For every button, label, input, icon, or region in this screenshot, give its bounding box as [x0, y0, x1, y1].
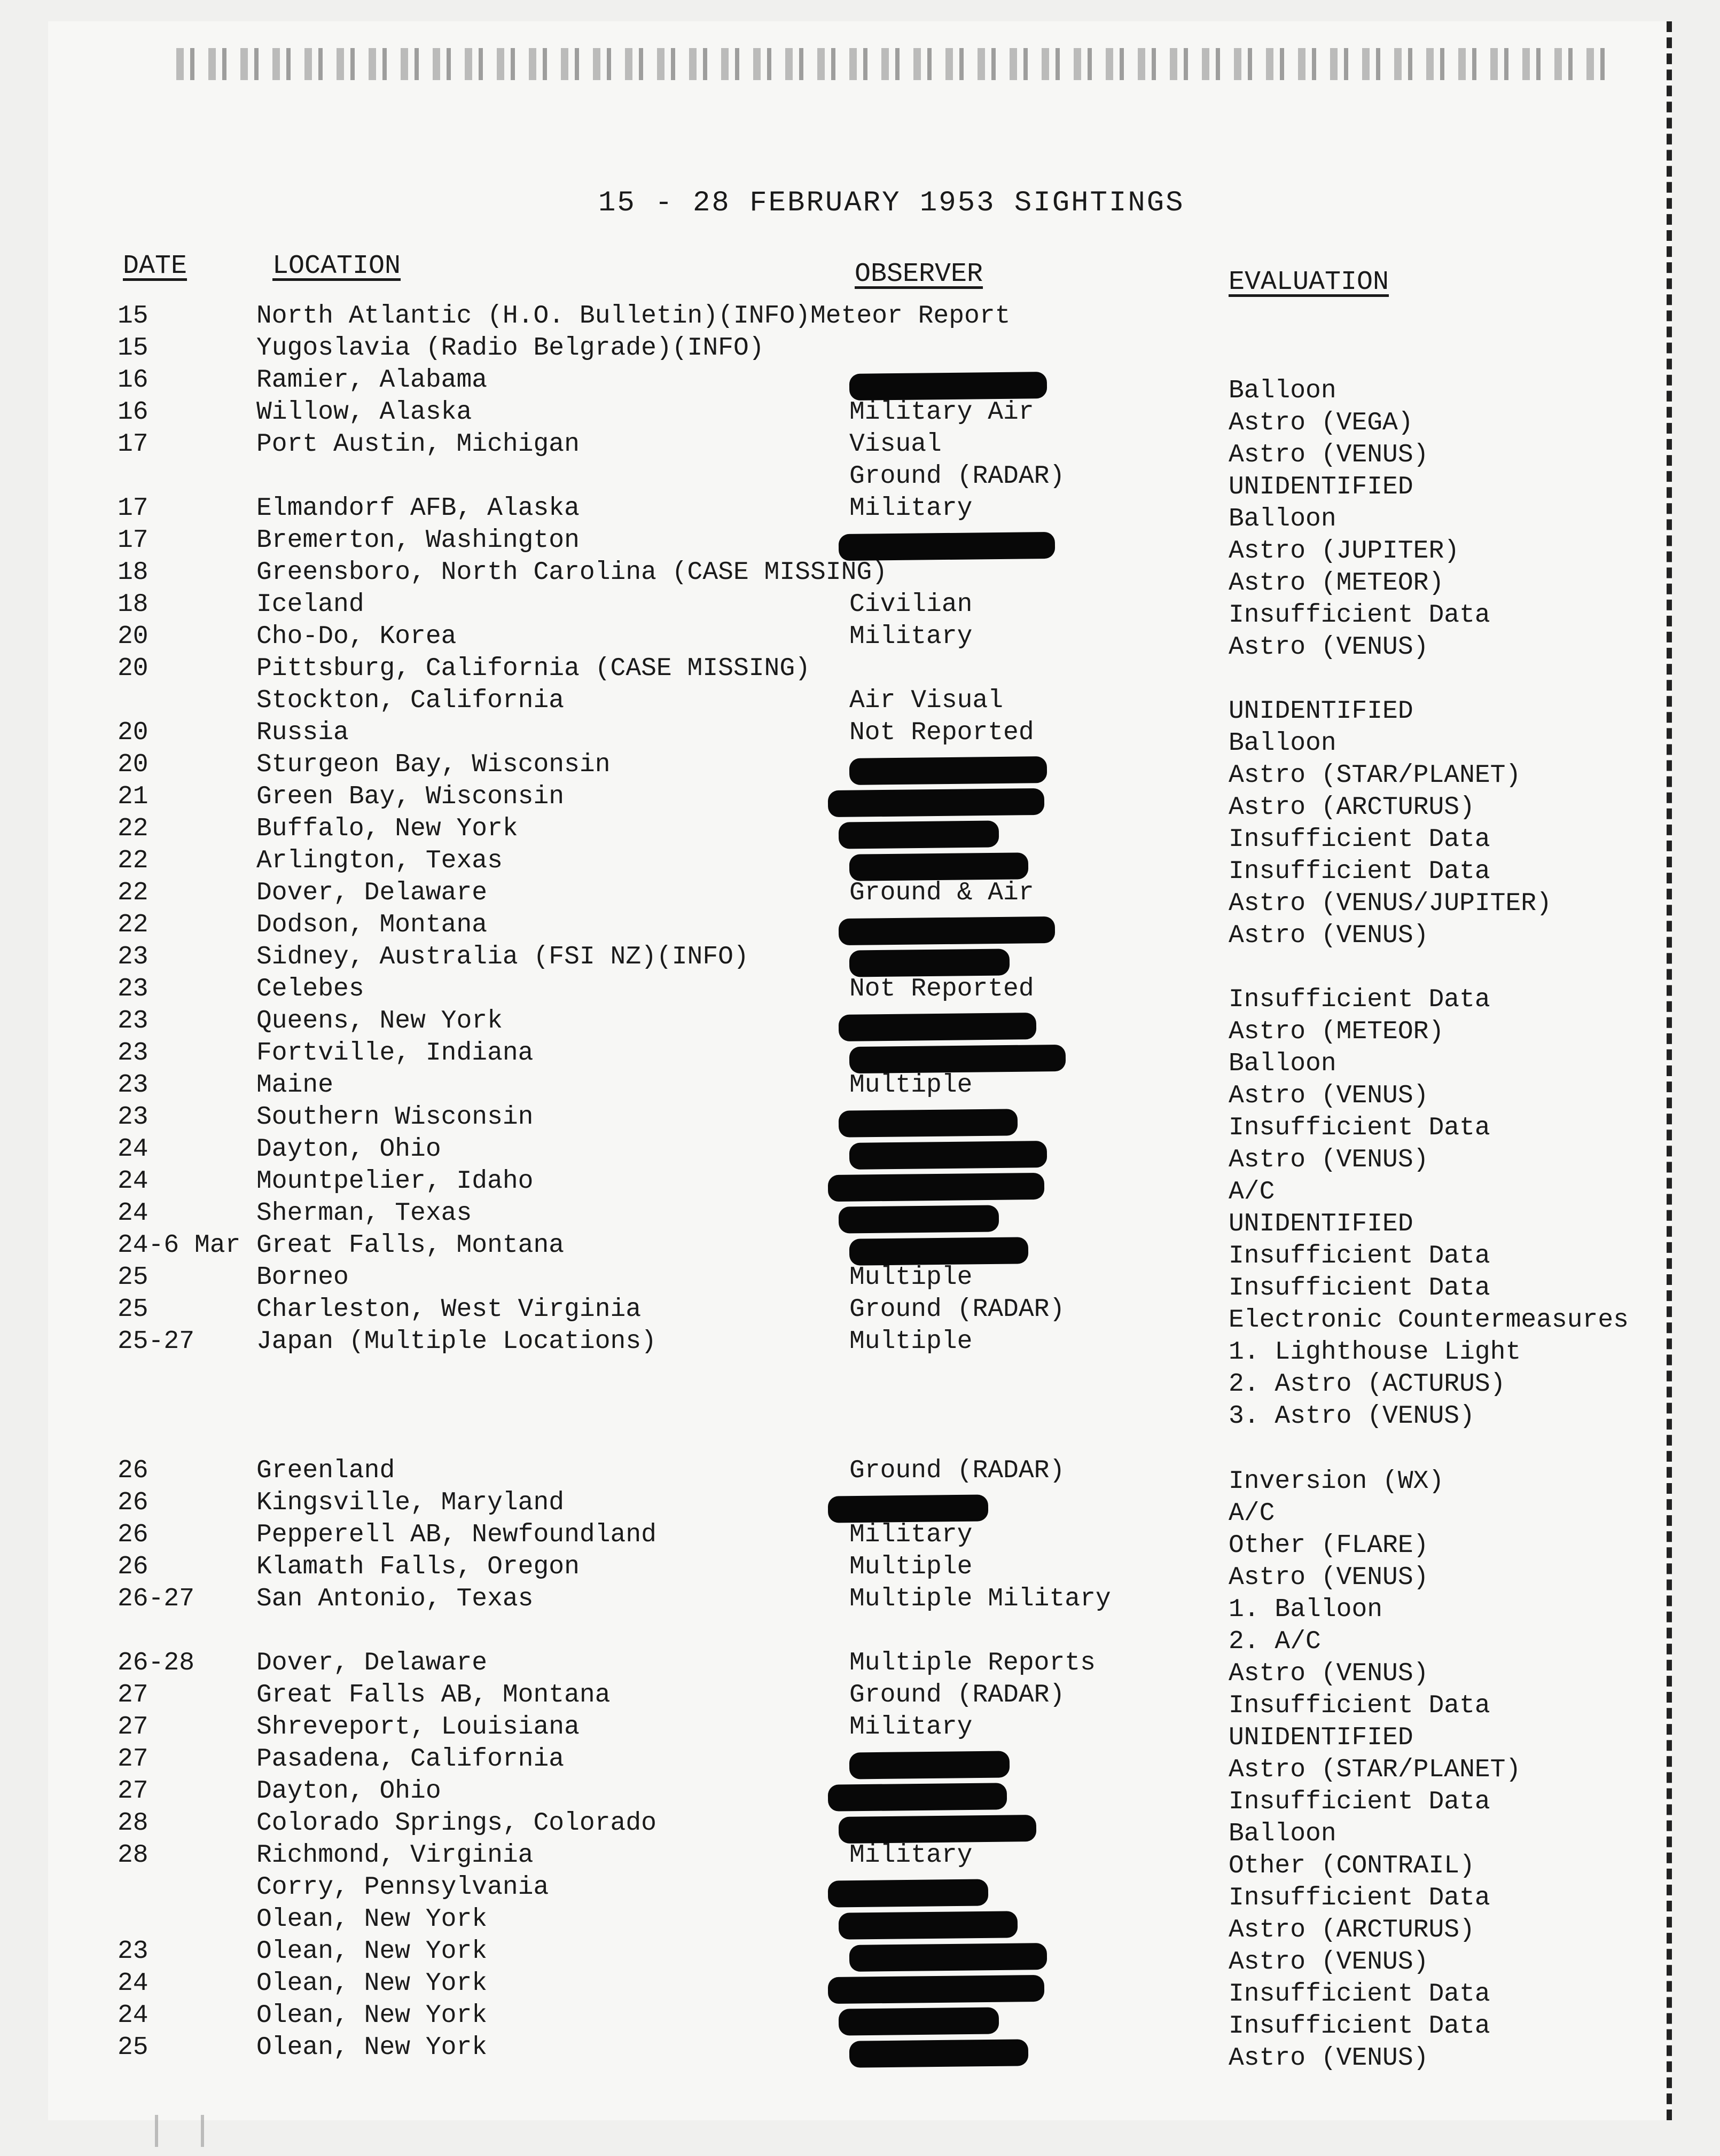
row-observer: Multiple: [849, 1327, 973, 1356]
row-location: Dover, Delaware: [256, 1649, 488, 1677]
row-location: Sherman, Texas: [256, 1199, 472, 1228]
row-location: Olean, New York: [256, 1969, 488, 1998]
row-evaluation: Astro (METEOR): [1229, 569, 1444, 598]
row-evaluation: Insufficient Data: [1229, 825, 1490, 854]
redaction-bar: [839, 1013, 1037, 1041]
row-location: Willow, Alaska: [256, 398, 472, 427]
header-observer: OBSERVER: [855, 259, 983, 289]
row-evaluation: Balloon: [1229, 505, 1336, 534]
redaction-bar: [849, 948, 1010, 977]
redaction-bar: [839, 820, 999, 849]
row-date: 18: [118, 558, 148, 587]
row-evaluation: 2. A/C: [1229, 1627, 1321, 1656]
row-date: 25: [118, 1263, 148, 1292]
row-date: 23: [118, 1937, 148, 1966]
row-location: Cho-Do, Korea: [256, 622, 457, 651]
row-evaluation: Astro (VENUS): [1229, 1948, 1429, 1977]
redaction-bar: [839, 1911, 1018, 1940]
row-location: Elmandorf AFB, Alaska: [256, 494, 580, 523]
margin-mark: [155, 2115, 204, 2147]
row-date: 23: [118, 943, 148, 971]
row-observer: Military: [849, 1713, 973, 1742]
row-evaluation: UNIDENTIFIED: [1229, 697, 1413, 726]
row-date: 25: [118, 1295, 148, 1324]
row-date: 20: [118, 622, 148, 651]
document-page: [48, 21, 1672, 2120]
row-location: Pasadena, California: [256, 1745, 565, 1774]
row-date: 23: [118, 1007, 148, 1036]
row-date: 15: [118, 334, 148, 363]
row-observer: Not Reported: [849, 718, 1034, 747]
row-date: 26: [118, 1520, 148, 1549]
row-location: Shreveport, Louisiana: [256, 1713, 580, 1742]
redaction-bar: [849, 1751, 1010, 1779]
row-date: 26-28: [118, 1649, 195, 1677]
row-evaluation: Astro (METEOR): [1229, 1017, 1444, 1046]
row-location: Fortville, Indiana: [256, 1039, 534, 1068]
row-observer: Military: [849, 1841, 973, 1870]
row-date: 20: [118, 750, 148, 779]
row-observer: Ground (RADAR): [849, 462, 1065, 491]
row-location: Sidney, Australia (FSI NZ)(INFO): [256, 943, 749, 971]
row-evaluation: Insufficient Data: [1229, 601, 1490, 630]
row-date: 24: [118, 1969, 148, 1998]
row-evaluation: Astro (STAR/PLANET): [1229, 1755, 1521, 1784]
row-observer: Military: [849, 622, 973, 651]
redaction-bar: [839, 2007, 999, 2035]
row-location: Kingsville, Maryland: [256, 1488, 565, 1517]
redaction-bar: [849, 2039, 1029, 2068]
redaction-bar: [828, 1783, 1007, 1812]
row-date: 22: [118, 814, 148, 843]
row-date: 24: [118, 1199, 148, 1228]
row-date: 24-6 Mar: [118, 1231, 241, 1260]
row-location: Greensboro, North Carolina (CASE MISSING): [256, 558, 887, 587]
redaction-bar: [828, 1494, 989, 1523]
row-evaluation: Astro (VENUS): [1229, 633, 1429, 662]
row-location: Green Bay, Wisconsin: [256, 782, 565, 811]
row-evaluation: Insufficient Data: [1229, 1787, 1490, 1816]
redaction-bar: [849, 1045, 1066, 1073]
row-location: Dayton, Ohio: [256, 1777, 441, 1806]
row-location: Stockton, California: [256, 686, 565, 715]
row-location: Dodson, Montana: [256, 911, 488, 939]
row-location: Russia: [256, 718, 349, 747]
row-date: 25-27: [118, 1327, 195, 1356]
row-date: 16: [118, 398, 148, 427]
row-date: 28: [118, 1841, 148, 1870]
row-location: Klamath Falls, Oregon: [256, 1553, 580, 1581]
row-date: 18: [118, 590, 148, 619]
row-evaluation: Astro (VENUS): [1229, 1563, 1429, 1592]
row-evaluation: Astro (VENUS): [1229, 2044, 1429, 2073]
row-location: Corry, Pennsylvania: [256, 1873, 549, 1902]
row-date: 20: [118, 718, 148, 747]
row-location: Olean, New York: [256, 1905, 488, 1934]
row-date: 23: [118, 1103, 148, 1132]
row-location: Great Falls AB, Montana: [256, 1681, 611, 1710]
redaction-bar: [828, 1173, 1045, 1202]
row-evaluation: A/C: [1229, 1499, 1275, 1528]
row-evaluation: 3. Astro (VENUS): [1229, 1402, 1475, 1431]
row-evaluation: Astro (VENUS): [1229, 1081, 1429, 1110]
row-date: 22: [118, 879, 148, 907]
row-evaluation: Astro (VENUS): [1229, 1146, 1429, 1174]
row-location: North Atlantic (H.O. Bulletin)(INFO)Meteor Report: [256, 302, 1011, 331]
row-date: 22: [118, 911, 148, 939]
row-date: 23: [118, 975, 148, 1003]
row-evaluation: Insufficient Data: [1229, 2012, 1490, 2041]
redaction-bar: [849, 372, 1047, 401]
row-observer: Military: [849, 1520, 973, 1549]
row-location: Celebes: [256, 975, 364, 1003]
row-location: Maine: [256, 1071, 334, 1100]
row-date: 16: [118, 366, 148, 395]
row-location: Colorado Springs, Colorado: [256, 1809, 656, 1838]
row-location: Dover, Delaware: [256, 879, 488, 907]
row-date: 21: [118, 782, 148, 811]
row-location: Arlington, Texas: [256, 846, 503, 875]
redaction-bar: [839, 1205, 999, 1233]
row-evaluation: Insufficient Data: [1229, 985, 1490, 1014]
row-observer: Multiple Military: [849, 1585, 1111, 1613]
row-evaluation: Insufficient Data: [1229, 1242, 1490, 1271]
row-date: 25: [118, 2033, 148, 2062]
row-observer: Multiple: [849, 1071, 973, 1100]
row-evaluation: Insufficient Data: [1229, 1114, 1490, 1142]
row-evaluation: Balloon: [1229, 377, 1336, 405]
row-date: 27: [118, 1713, 148, 1742]
row-date: 26: [118, 1488, 148, 1517]
row-location: Borneo: [256, 1263, 349, 1292]
row-location: Olean, New York: [256, 2033, 488, 2062]
redaction-bar: [849, 756, 1047, 785]
row-evaluation: Astro (VENUS): [1229, 921, 1429, 950]
redaction-bar: [828, 1879, 989, 1907]
row-evaluation: UNIDENTIFIED: [1229, 473, 1413, 501]
row-evaluation: Other (FLARE): [1229, 1531, 1429, 1560]
row-evaluation: Inversion (WX): [1229, 1467, 1444, 1496]
row-location: Greenland: [256, 1456, 395, 1485]
redaction-bar: [839, 532, 1056, 561]
row-date: 17: [118, 430, 148, 459]
row-evaluation: Balloon: [1229, 1820, 1336, 1848]
row-location: Ramier, Alabama: [256, 366, 488, 395]
row-evaluation: Insufficient Data: [1229, 857, 1490, 886]
row-date: 23: [118, 1071, 148, 1100]
header-date: DATE: [123, 251, 187, 281]
row-location: Olean, New York: [256, 1937, 488, 1966]
row-evaluation: Astro (VENUS): [1229, 441, 1429, 469]
row-observer: Visual: [849, 430, 942, 459]
row-evaluation: Astro (ARCTURUS): [1229, 1916, 1475, 1945]
row-evaluation: Insufficient Data: [1229, 1884, 1490, 1912]
row-date: 28: [118, 1809, 148, 1838]
row-observer: Air Visual: [849, 686, 1004, 715]
row-location: Port Austin, Michigan: [256, 430, 580, 459]
row-location: Richmond, Virginia: [256, 1841, 534, 1870]
row-evaluation: Insufficient Data: [1229, 1691, 1490, 1720]
row-evaluation: Astro (VEGA): [1229, 409, 1413, 437]
row-location: Japan (Multiple Locations): [256, 1327, 656, 1356]
row-date: 27: [118, 1681, 148, 1710]
row-date: 23: [118, 1039, 148, 1068]
row-location: Pepperell AB, Newfoundland: [256, 1520, 656, 1549]
redaction-bar: [828, 1975, 1045, 2004]
row-evaluation: 1. Balloon: [1229, 1595, 1383, 1624]
row-location: Bremerton, Washington: [256, 526, 580, 555]
row-location: Dayton, Ohio: [256, 1135, 441, 1164]
row-location: Great Falls, Montana: [256, 1231, 565, 1260]
row-observer: Civilian: [849, 590, 973, 619]
document-title: 15 - 28 FEBRUARY 1953 SIGHTINGS: [598, 187, 1185, 219]
row-date: 27: [118, 1777, 148, 1806]
row-evaluation: Astro (VENUS/JUPITER): [1229, 889, 1552, 918]
row-date: 26: [118, 1553, 148, 1581]
row-location: Iceland: [256, 590, 364, 619]
row-evaluation: 2. Astro (ACTURUS): [1229, 1370, 1506, 1399]
row-date: 24: [118, 1135, 148, 1164]
row-evaluation: UNIDENTIFIED: [1229, 1723, 1413, 1752]
redaction-bar: [839, 1815, 1037, 1844]
row-date: 17: [118, 494, 148, 523]
row-date: 15: [118, 302, 148, 331]
row-date: 26: [118, 1456, 148, 1485]
row-evaluation: Astro (STAR/PLANET): [1229, 761, 1521, 790]
redaction-bar: [849, 852, 1029, 881]
redaction-bar: [828, 788, 1045, 817]
row-location: Buffalo, New York: [256, 814, 518, 843]
row-date: 22: [118, 846, 148, 875]
row-date: 17: [118, 526, 148, 555]
row-evaluation: UNIDENTIFIED: [1229, 1210, 1413, 1238]
row-observer: Multiple: [849, 1553, 973, 1581]
row-date: 27: [118, 1745, 148, 1774]
row-evaluation: 1. Lighthouse Light: [1229, 1338, 1521, 1367]
row-evaluation: Other (CONTRAIL): [1229, 1852, 1475, 1880]
header-evaluation: EVALUATION: [1229, 267, 1389, 297]
row-evaluation: Astro (JUPITER): [1229, 537, 1460, 566]
row-location: Yugoslavia (Radio Belgrade)(INFO): [256, 334, 764, 363]
row-evaluation: Astro (VENUS): [1229, 1659, 1429, 1688]
row-evaluation: Insufficient Data: [1229, 1274, 1490, 1303]
row-location: San Antonio, Texas: [256, 1585, 534, 1613]
row-location: Sturgeon Bay, Wisconsin: [256, 750, 611, 779]
row-evaluation: Electronic Countermeasures: [1229, 1306, 1629, 1335]
row-observer: Ground (RADAR): [849, 1681, 1065, 1710]
row-location: Pittsburg, California (CASE MISSING): [256, 654, 810, 683]
row-date: 24: [118, 1167, 148, 1196]
row-observer: Ground (RADAR): [849, 1295, 1065, 1324]
row-date: 26-27: [118, 1585, 195, 1613]
row-location: Southern Wisconsin: [256, 1103, 534, 1132]
redaction-bar: [839, 1109, 1018, 1138]
row-observer: Multiple: [849, 1263, 973, 1292]
header-location: LOCATION: [272, 251, 401, 281]
row-observer: Ground (RADAR): [849, 1456, 1065, 1485]
redaction-bar: [849, 1943, 1047, 1972]
row-location: Olean, New York: [256, 2001, 488, 2030]
row-evaluation: Balloon: [1229, 1049, 1336, 1078]
row-evaluation: Insufficient Data: [1229, 1980, 1490, 2009]
row-evaluation: Balloon: [1229, 729, 1336, 758]
row-observer: Multiple Reports: [849, 1649, 1096, 1677]
row-location: Mountpelier, Idaho: [256, 1167, 534, 1196]
redaction-bar: [849, 1141, 1047, 1170]
redaction-bar: [839, 916, 1056, 945]
row-observer: Military: [849, 494, 973, 523]
row-evaluation: Astro (ARCTURUS): [1229, 793, 1475, 822]
row-observer: Ground & Air: [849, 879, 1034, 907]
row-observer: Military Air: [849, 398, 1034, 427]
row-evaluation: A/C: [1229, 1178, 1275, 1206]
row-location: Charleston, West Virginia: [256, 1295, 642, 1324]
row-location: Queens, New York: [256, 1007, 503, 1036]
redaction-bar: [849, 1237, 1029, 1266]
row-date: 24: [118, 2001, 148, 2030]
row-observer: Not Reported: [849, 975, 1034, 1003]
row-date: 20: [118, 654, 148, 683]
